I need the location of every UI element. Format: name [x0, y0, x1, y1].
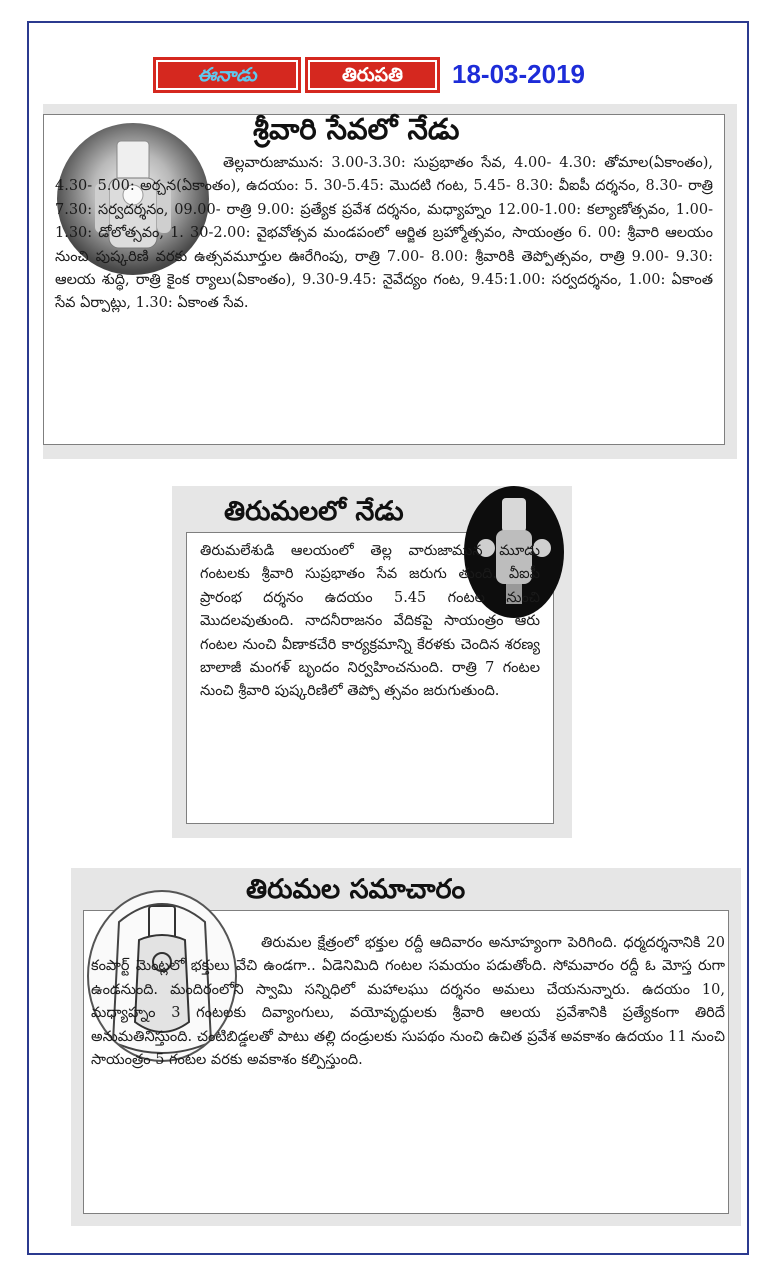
article-srivari-seva: [43, 104, 737, 459]
article-body: తిరుమల క్షేత్రంలో భక్తుల రద్దీ ఆదివారం అనూహ్యంగా పెరిగింది. ధర్మదర్శనానికి 20 కంపార్ట్ మెంట్లలో భక్తులు వేచి ఉండగా.. ఏడెనిమిది గంటల సమయం పడుతోంది. సోమవారం రద్దీ ఓ మోస్త రుగా ఉండనుంది. మందిరంలోని స్వామి సన్నిధిలో మహాలఘు దర్శనం అమలు చేయనున్నారు. ఉదయం 10, మధ్యాహ్నం 3 గంటలకు దివ్యాంగులు, వయోవృద్ధులకు శ్రీవారి ఆలయ ప్రవేశానికి ప్రత్యేకంగా తిరిదే అనుమతినిస్తుంది. చంటిబిడ్డలతో పాటు తల్లి దండ్రులకు సుపథం నుంచి ఉచిత ప్రవేశ అవకాశం ఉదయం 11 నుంచి సాయంత్రం 5 గంటల వరకు అవకాశం కల్పిస్తుంది.: [91, 935, 725, 1069]
article-body: తెల్లవారుజామున: 3.00-3.30: సుప్రభాతం సేవ, 4.00- 4.30: తోమాల(ఏకాంతం), 4.30- 5.00: అర్చన(ఏకాంతం), ఉదయం: 5. 30-5.45: మొదటి గంట, 5.45- 8.30: వీఐపీ దర్శనం, 8.30- రాత్రి 7.30: సర్వదర్శనం, 09.00- రాత్రి 9.00: ప్రత్యేక ప్రవేశ దర్శనం, మధ్యాహ్నం 12.00-1.00: కల్యాణోత్సవం, 1.00-1.30: డోలోత్సవం, 1. 30-2.00: వైభవోత్సవ మండపంలో ఆర్జిత బ్రహ్మోత్సవం, సాయంత్రం 6. 00: శ్రీవారి ఆలయం నుంచి పుష్కరిణి వరకు ఉత్సవమూర్తుల ఊరేగింపు, రాత్రి 7.00- 8.00: శ్రీవారికి తెప్పోత్సవం, రాత్రి 9.00- 9.30: ఆలయ శుద్ధి, రాత్రి కైంక ర్యాలు(ఏకాంతం), 9.30-9.45: నైవేద్యం గంట, 9.45:1.00: సర్వదర్శనం, 1.00: ఏకాంత సేవ ఏర్పాట్లు, 1.30: ఏకాంత సేవ.: [55, 155, 713, 312]
article-headline: శ్రీవారి సేవలో నేడు: [253, 112, 460, 146]
publication-date: 18-03-2019: [452, 59, 585, 89]
edition-logo: [305, 57, 440, 93]
edition-name: తిరుపతి: [308, 60, 437, 90]
eenadu-logo: [153, 57, 301, 93]
article-body-text: తిరుమలేశుడి ఆలయంలో తెల్ల వారుజామున మూడు గంటలకు శ్రీవారి సుప్రభాతం సేవ జరుగు తుంది. వీఐపీ ప్రారంభ దర్శనం ఉదయం 5.45 గంటల నుంచి మొదలవుతుంది. నాదనీరాజనం వేదికపై సాయంత్రం ఆరు గంటల నుంచి వీణాకచేరి కార్యక్రమాన్ని కేరళకు చెందిన శరణ్య బాలాజీ మంగళ్ బృందం నిర్వహించనుంది. రాత్రి 7 గంటల నుంచి శ్రీవారి పుష్కరిణిలో తెప్పో త్సవం జరుగుతుంది.: [200, 543, 540, 700]
paper-name: ఈనాడు: [156, 60, 298, 90]
article-headline: తిరుమలలో నేడు: [224, 496, 404, 527]
article-tirumala-news: [71, 868, 741, 1226]
article-tirumala-today: [172, 486, 572, 838]
article-body: [200, 540, 540, 704]
article-headline: తిరుమల సమాచారం: [246, 874, 466, 905]
masthead: [0, 57, 775, 97]
